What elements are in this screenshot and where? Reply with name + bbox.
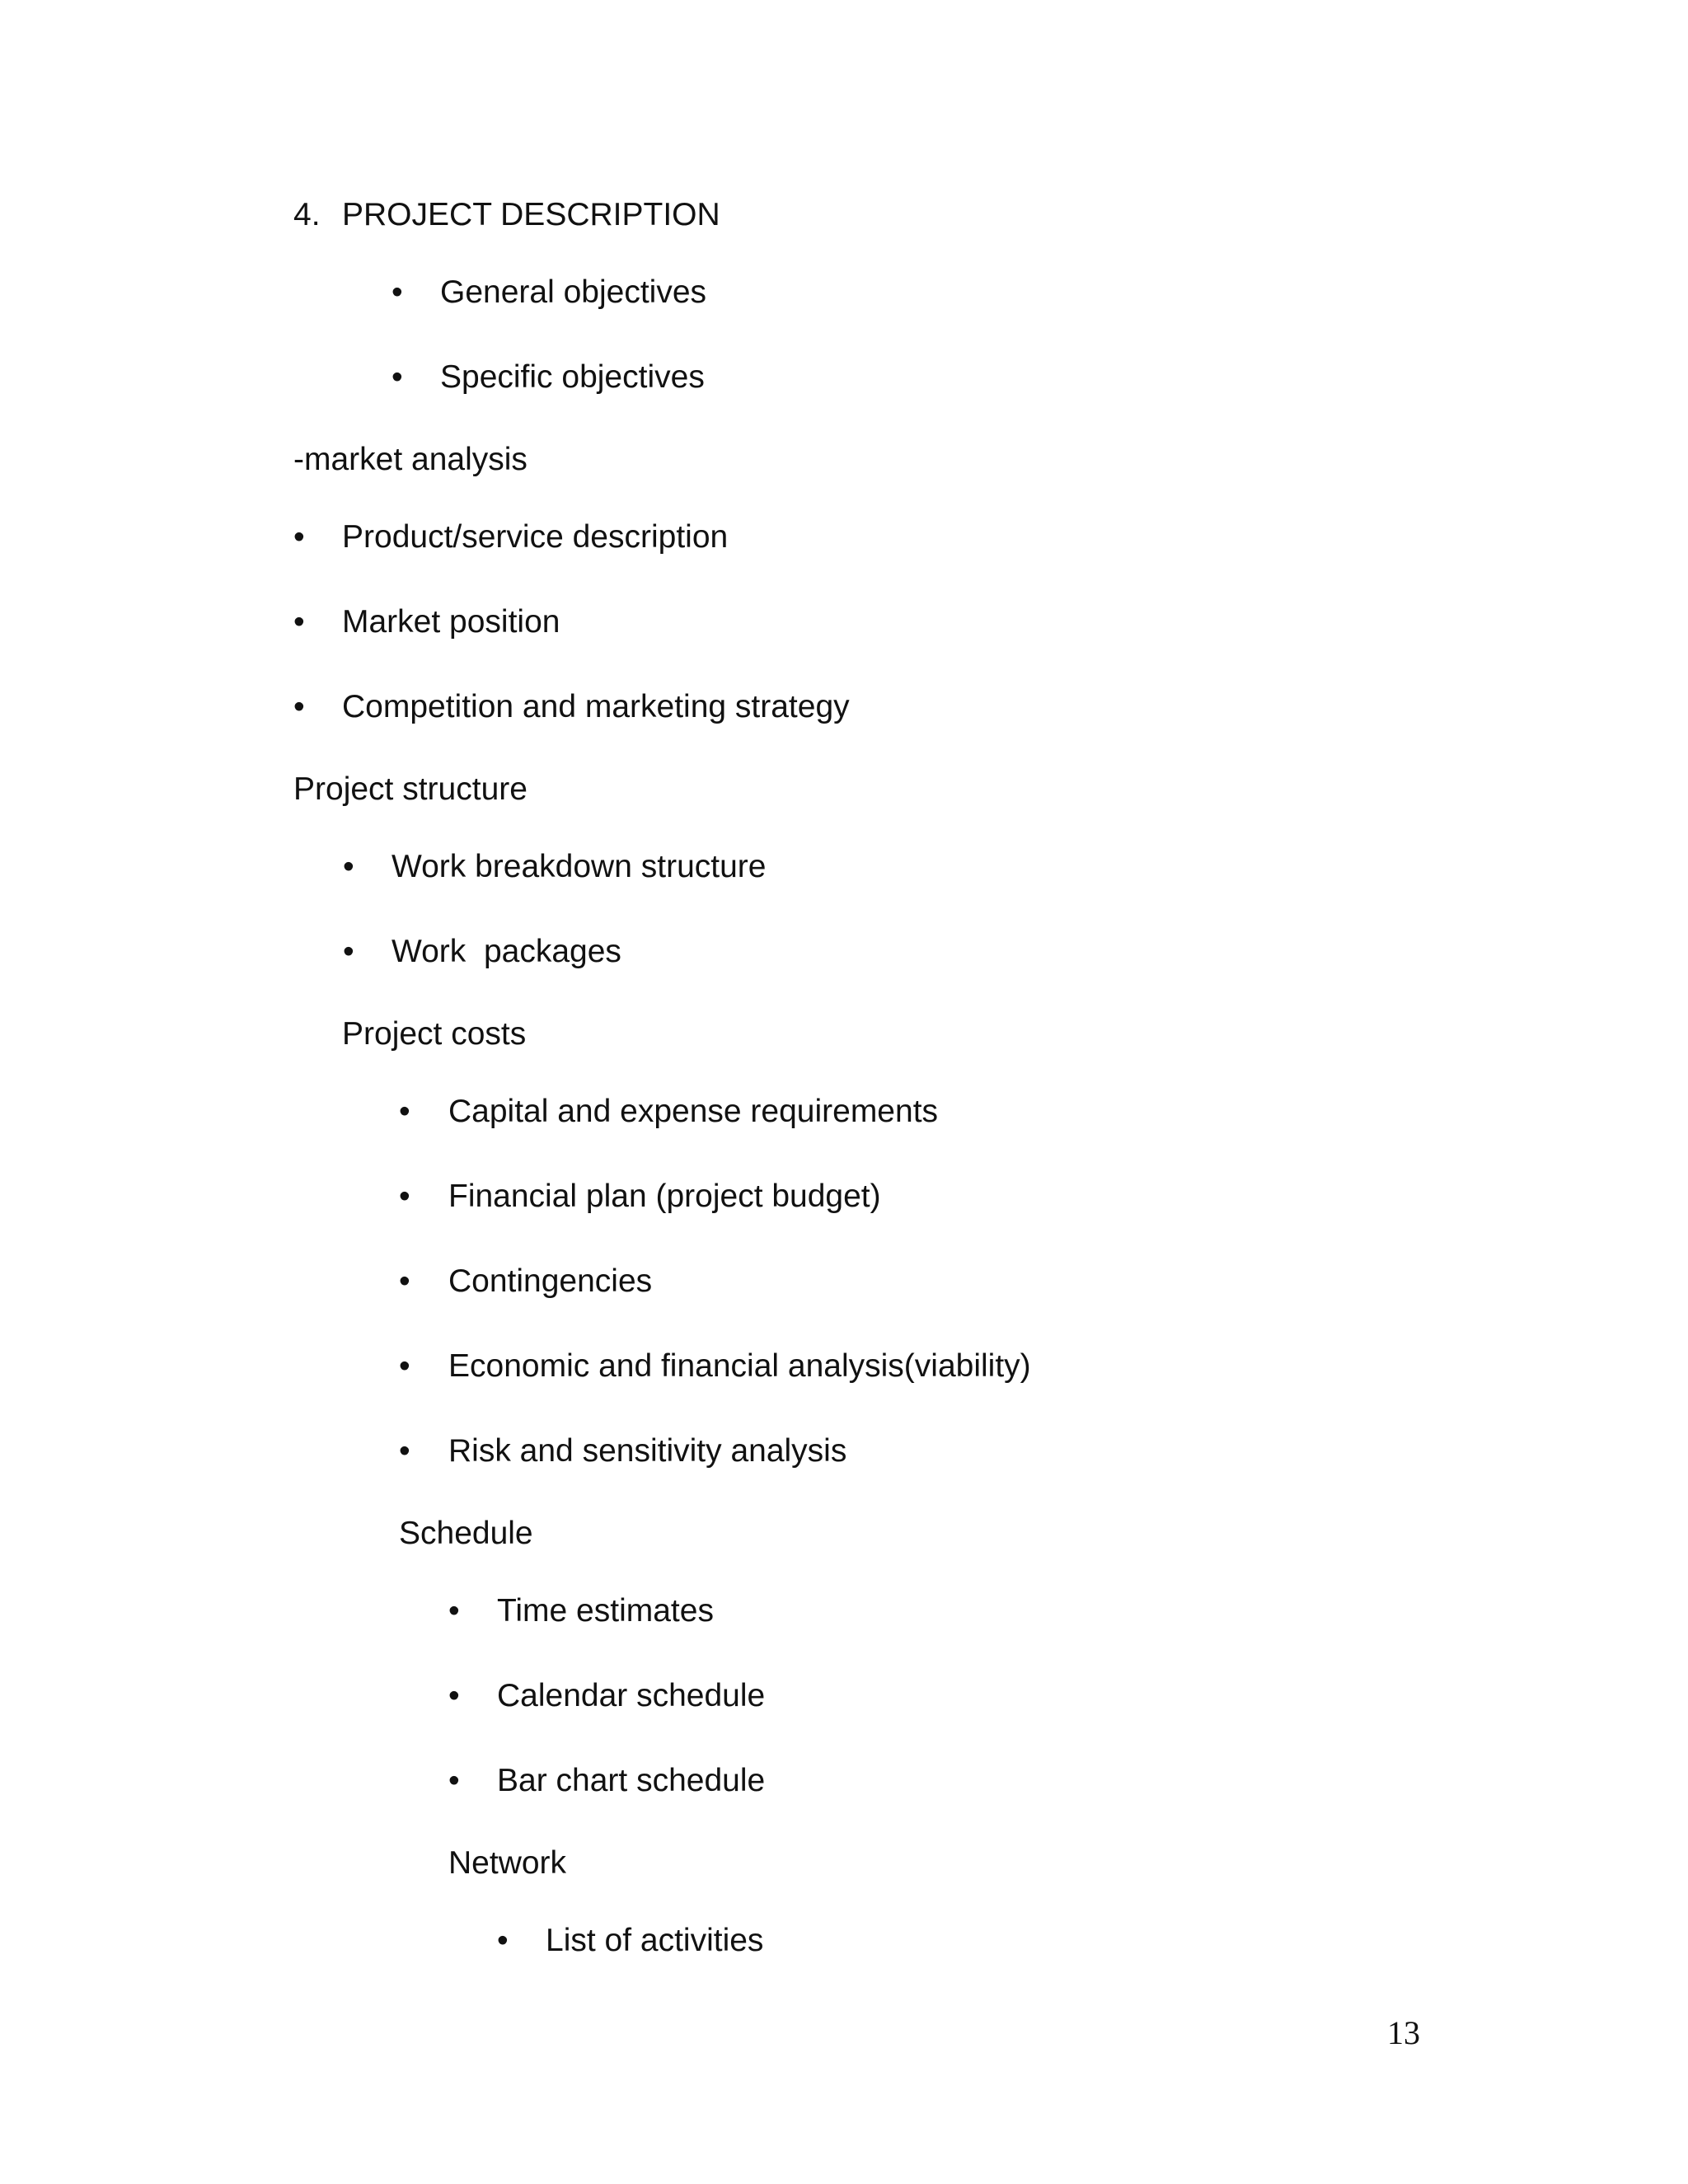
bullet-icon: •	[293, 519, 305, 555]
market-analysis-heading: -market analysis	[293, 442, 528, 477]
list-item: Contingencies	[448, 1263, 653, 1299]
bullet-icon: •	[497, 1923, 509, 1958]
bullet-icon: •	[399, 1348, 410, 1384]
project-structure-heading: Project structure	[293, 771, 528, 807]
bullet-icon: •	[293, 604, 305, 640]
bullet-icon: •	[343, 934, 354, 969]
list-item: Financial plan (project budget)	[448, 1179, 881, 1214]
bullet-icon: •	[392, 359, 403, 395]
list-item: Market position	[342, 604, 560, 640]
bullet-icon: •	[343, 849, 354, 884]
list-item: Specific objectives	[440, 359, 705, 395]
list-item: General objectives	[440, 274, 707, 310]
list-item: List of activities	[546, 1923, 764, 1958]
list-item: Time estimates	[497, 1593, 714, 1629]
list-item: Calendar schedule	[497, 1678, 766, 1713]
network-heading: Network	[448, 1845, 567, 1881]
page-number: 13	[1387, 2014, 1420, 2051]
list-item: Work packages	[392, 934, 621, 969]
section-title: PROJECT DESCRIPTION	[342, 197, 720, 232]
list-item: Competition and marketing strategy	[342, 689, 850, 724]
bullet-icon: •	[399, 1179, 410, 1214]
section-number: 4.	[293, 197, 321, 232]
bullet-icon: •	[448, 1593, 460, 1629]
list-item: Bar chart schedule	[497, 1763, 766, 1798]
bullet-icon: •	[399, 1433, 410, 1469]
list-item: Product/service description	[342, 519, 729, 555]
project-costs-heading: Project costs	[342, 1016, 527, 1052]
list-item: Work breakdown structure	[392, 849, 767, 884]
bullet-icon: •	[392, 274, 403, 310]
list-item: Capital and expense requirements	[448, 1094, 939, 1129]
bullet-icon: •	[399, 1263, 410, 1299]
list-item: Economic and financial analysis(viability)	[448, 1348, 1031, 1384]
bullet-icon: •	[399, 1094, 410, 1129]
bullet-icon: •	[448, 1678, 460, 1713]
list-item: Risk and sensitivity analysis	[448, 1433, 847, 1469]
schedule-heading: Schedule	[399, 1516, 533, 1551]
bullet-icon: •	[293, 689, 305, 724]
bullet-icon: •	[448, 1763, 460, 1798]
